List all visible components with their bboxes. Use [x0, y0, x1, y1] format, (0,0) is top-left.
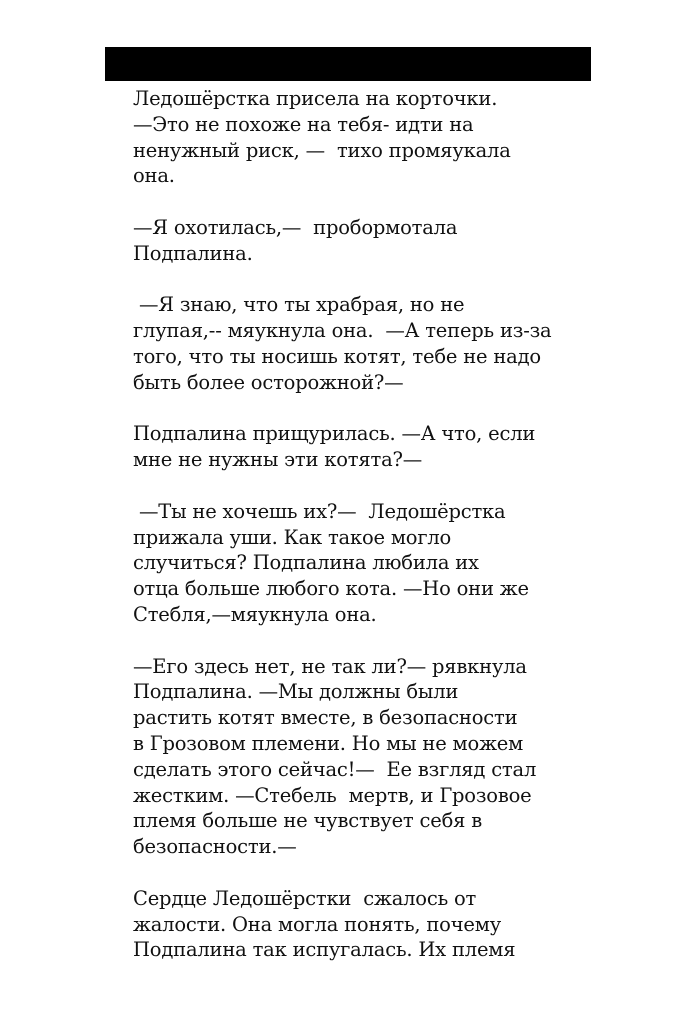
text-line: сделать этого сейчас!— Ее взгляд стал	[133, 757, 537, 781]
redaction-bar	[105, 47, 591, 81]
text-line: быть более осторожной?—	[133, 370, 404, 394]
text-line: Подпалина.	[133, 241, 253, 265]
text-line: прижала уши. Как такое могло	[133, 525, 452, 549]
text-line: Сердце Ледошёрстки сжалось от	[133, 886, 477, 910]
text-line: она.	[133, 164, 175, 188]
text-line: безопасности.—	[133, 835, 297, 859]
paragraph-gap	[133, 189, 613, 215]
text-line: Подпалина. —Мы должны были	[133, 680, 459, 704]
paragraph-gap	[133, 628, 613, 654]
text-line: —Ты не хочешь их?— Ледошёрстка	[133, 499, 506, 523]
text-line: ненужный риск, — тихо промяукала	[133, 138, 511, 162]
text-line: Ледошёрстка присела на корточки.	[133, 87, 498, 110]
text-line: жалости. Она могла понять, почему	[133, 912, 501, 936]
text-line: —Его здесь нет, не так ли?— рявкнула	[133, 654, 527, 678]
paragraph-gap	[133, 267, 613, 293]
paragraph-gap	[133, 396, 613, 422]
text-line: глупая,-- мяукнула она. —А теперь из-за	[133, 319, 552, 343]
text-line: Подпалина прищурилась. —А что, если	[133, 422, 536, 446]
text-line: растить котят вместе, в безопасности	[133, 706, 518, 730]
text-line: мне не нужны эти котята?—	[133, 448, 423, 472]
text-line: племя больше не чувствует себя в	[133, 809, 482, 833]
text-line: жестким. —Стебель мертв, и Грозовое	[133, 783, 532, 807]
text-line: в Грозовом племени. Но мы не можем	[133, 731, 524, 755]
paragraph-gap	[133, 473, 613, 499]
text-line: случиться? Подпалина любила их	[133, 551, 479, 575]
paragraph-gap	[133, 860, 613, 886]
text-line: Подпалина так испугалась. Их племя	[133, 938, 516, 962]
text-line: —Я знаю, что ты храбрая, но не	[133, 293, 465, 317]
text-line: отца больше любого кота. —Но они же	[133, 577, 529, 601]
text-line: Стебля,—мяукнула она.	[133, 602, 377, 626]
page-text	[133, 86, 613, 963]
text-line: того, что ты носишь котят, тебе не надо	[133, 344, 541, 368]
text-line: —Я охотилась,— пробормотала	[133, 215, 458, 239]
text-line: —Это не похоже на тебя- идти на	[133, 112, 474, 136]
